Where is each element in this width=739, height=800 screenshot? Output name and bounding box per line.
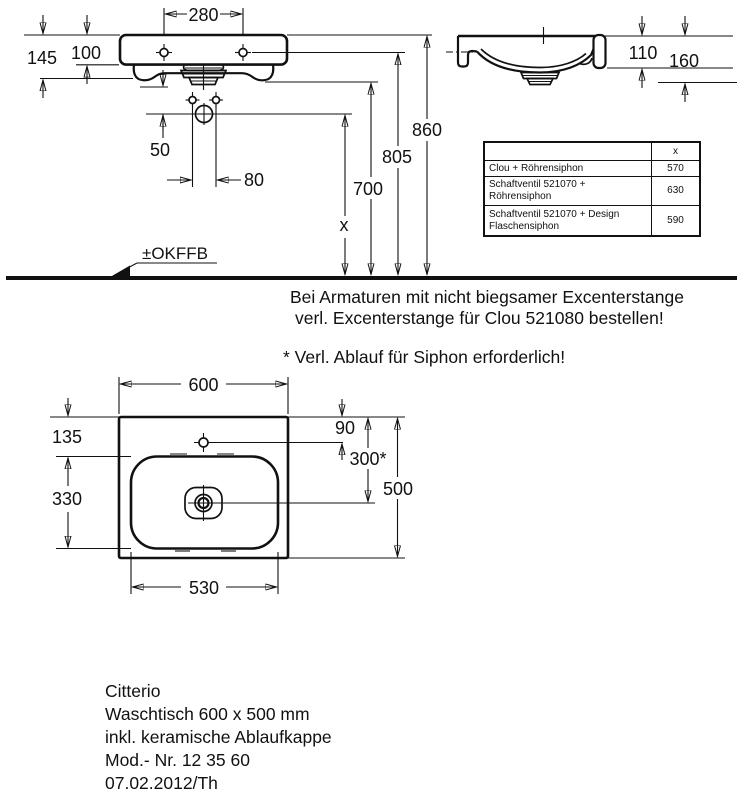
- plan-drain: [185, 485, 375, 521]
- dim-label-300: 300*: [349, 449, 387, 469]
- floor-label: ±OKFFB: [142, 244, 208, 263]
- dim-label-50: 50: [149, 140, 171, 160]
- dim-label-280: 280: [188, 5, 219, 25]
- dim-label-160: 160: [668, 51, 700, 71]
- product-date: 07.02.2012/Th: [105, 773, 218, 793]
- table-header-empty: [484, 142, 652, 161]
- product-detail: inkl. keramische Ablaufkappe: [105, 727, 332, 747]
- dim-label-700: 700: [352, 179, 384, 199]
- note-siphon: * Verl. Ablauf für Siphon erforderlich!: [283, 347, 566, 367]
- table-cell-name: Schaftventil 521070 + Röhrensiphon: [484, 177, 652, 206]
- siphon-table: [483, 141, 701, 237]
- product-block: [105, 680, 332, 795]
- dim-label-80: 80: [244, 170, 265, 190]
- product-model: Mod.- Nr. 12 35 60: [105, 750, 250, 770]
- front-basin-body: [120, 35, 287, 65]
- dim-label-805: 805: [381, 147, 413, 167]
- side-drain-cap: [521, 73, 559, 85]
- table-cell-name: Schaftventil 521070 + Design Flaschensiphon: [484, 206, 652, 237]
- note-armatur-line2: verl. Excenterstange für Clou 521080 bestellen!: [295, 308, 664, 328]
- side-wall-bracket: [458, 36, 477, 67]
- product-brand: Citterio: [105, 681, 161, 701]
- side-rim-edge: [594, 35, 606, 68]
- table-cell-x: 590: [652, 206, 701, 237]
- dim-label-145: 145: [26, 48, 58, 68]
- dim-label-x: x: [339, 215, 349, 235]
- table-cell-x: 630: [652, 177, 701, 206]
- dim-label-135: 135: [51, 427, 83, 447]
- table-cell-name: Clou + Röhrensiphon: [484, 161, 652, 177]
- table-row: [484, 161, 700, 177]
- table-header-x: x: [652, 142, 701, 161]
- dim-label-330: 330: [51, 489, 83, 509]
- table-cell-x: 570: [652, 161, 701, 177]
- table-row: [484, 206, 700, 237]
- table-row: [484, 142, 700, 161]
- dim-label-100: 100: [70, 43, 102, 63]
- plan-faucet-hole: [194, 433, 213, 452]
- dim-label-860: 860: [411, 120, 443, 140]
- dim-label-530: 530: [188, 578, 220, 598]
- dim-label-600: 600: [188, 375, 219, 395]
- dim-label-110: 110: [628, 43, 658, 63]
- side-section: [446, 16, 737, 102]
- note-armatur: [290, 287, 684, 329]
- plan-view: [50, 375, 413, 598]
- dim-label-500: 500: [382, 479, 414, 499]
- product-name: Waschtisch 600 x 500 mm: [105, 704, 310, 724]
- dim-label-90: 90: [334, 418, 356, 438]
- table-row: [484, 177, 700, 206]
- note-armatur-line1: Bei Armaturen mit nicht biegsamer Excenterstange: [290, 287, 684, 307]
- floor-level-symbol: [112, 263, 217, 276]
